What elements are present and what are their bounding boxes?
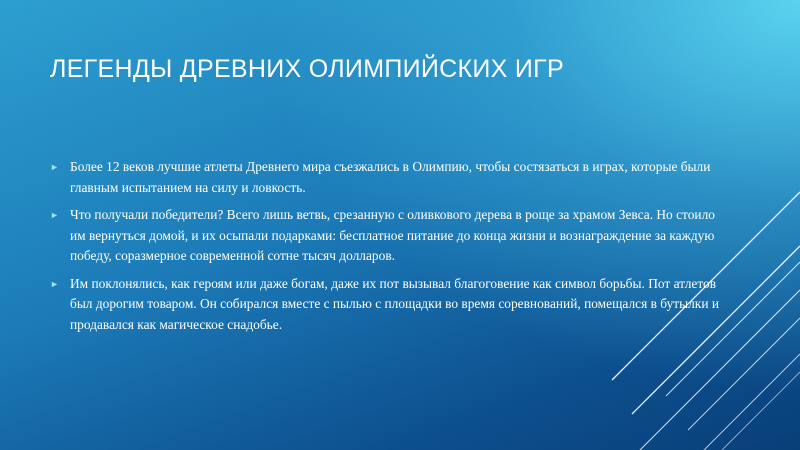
- bullet-text: Им поклонялись, как героям или даже богам, даже их пот вызывал благоговение как символ борьбы. Пот атлетов был дорогим товаром. Он собирался вместе с пылью с площадки во время соревнований, помещался в бутылки и продавался как магическое снадобье.: [70, 275, 719, 332]
- bullet-text: Что получали победители? Всего лишь ветвь, срезанную с оливкового дерева в роще за храмом Зевса. Но стоило им вернуться домой, и их осыпали подарками: бесплатное питание до конца жизни и вознаграждение за каждую победу, соразмерное современной сотне тысяч долларов.: [70, 207, 715, 263]
- slide-title: ЛЕГЕНДЫ ДРЕВНИХ ОЛИМПИЙСКИХ ИГР: [50, 55, 564, 83]
- decorative-line: [722, 372, 800, 450]
- bullet-list: [50, 157, 730, 342]
- decorative-line: [704, 354, 800, 450]
- bullet-arrow-icon: ►: [50, 278, 59, 289]
- bullet-item: [50, 157, 730, 198]
- bullet-item: [50, 205, 730, 267]
- bullet-item: [50, 274, 730, 336]
- bullet-arrow-icon: ►: [50, 210, 59, 220]
- bullet-text: Более 12 веков лучшие атлеты Древнего мира съезжались в Олимпию, чтобы состязаться в играх, которые были главным испытанием на силу и ловкость.: [70, 159, 711, 195]
- bullet-arrow-icon: ►: [50, 162, 59, 172]
